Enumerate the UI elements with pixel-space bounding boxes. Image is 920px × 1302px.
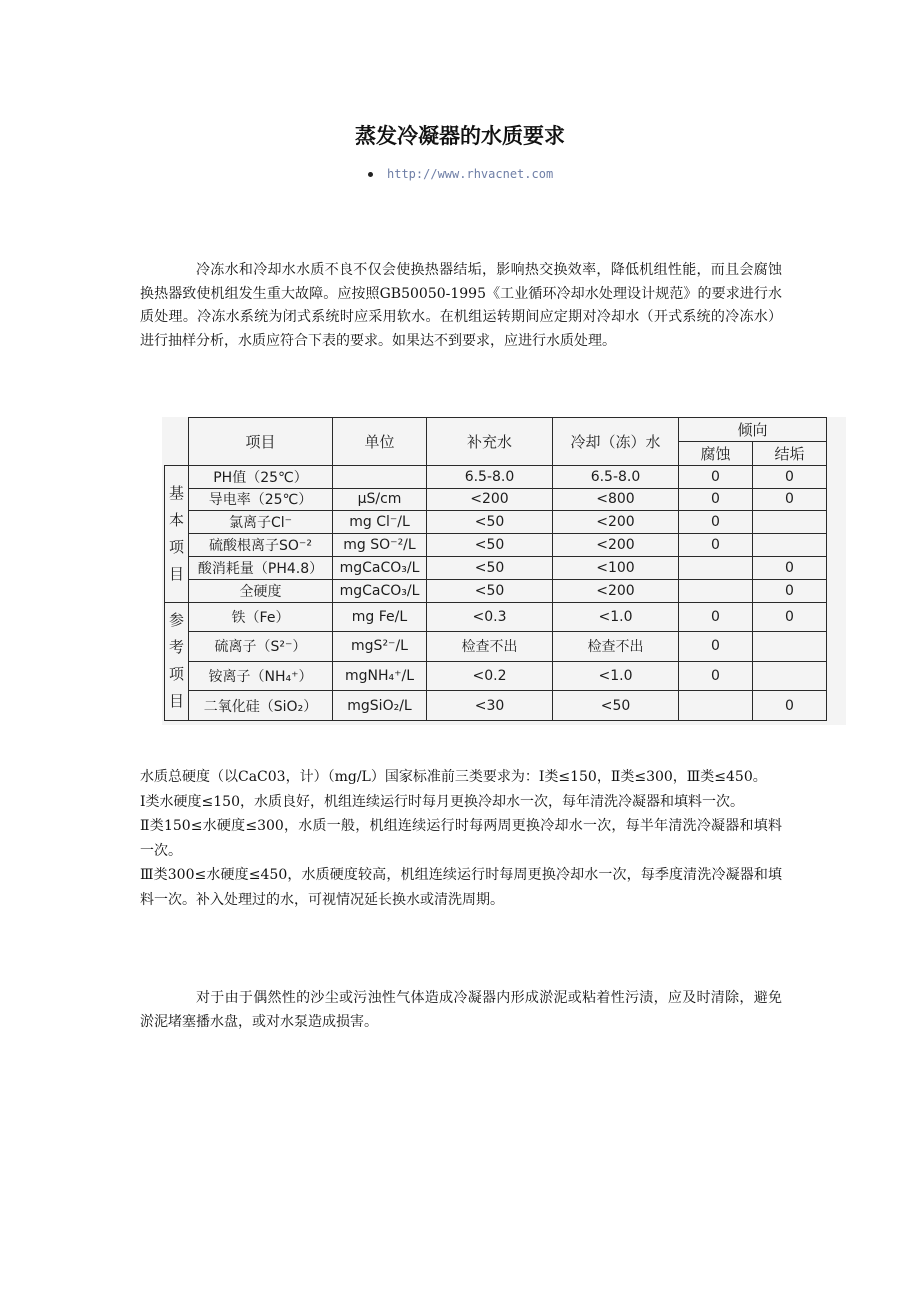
header-corrosion: 腐蚀: [679, 441, 753, 465]
cell-cooling: <200: [553, 579, 679, 602]
water-quality-table: [164, 417, 827, 721]
table-row: [165, 511, 827, 534]
cell-item: 氯离子Cl⁻: [189, 511, 333, 534]
cell-item: 铵离子（NH₄⁺）: [189, 661, 333, 691]
cell-corrosion: 0: [679, 602, 753, 632]
cell-makeup: 检查不出: [427, 632, 553, 662]
cell-scaling: 0: [753, 556, 827, 579]
table-row: [165, 602, 827, 632]
cell-unit: mgSiO₂/L: [333, 691, 427, 721]
cell-makeup: <0.2: [427, 661, 553, 691]
cell-item: 全硬度: [189, 579, 333, 602]
closing-paragraph: 对于由于偶然性的沙尘或污浊性气体造成冷凝器内形成淤泥或粘着性污渍，应及时清除，避免淤泥堵塞播水盘，或对水泵造成损害。: [140, 990, 782, 1030]
cell-unit: mg Cl⁻/L: [333, 511, 427, 534]
cell-corrosion: 0: [679, 661, 753, 691]
cell-makeup: <0.3: [427, 602, 553, 632]
cell-item: PH值（25℃）: [189, 465, 333, 488]
group-reference-label: 参 考 项 目: [165, 602, 189, 720]
cell-unit: mgCaCO₃/L: [333, 556, 427, 579]
cell-unit: mgCaCO₃/L: [333, 579, 427, 602]
table-row: [165, 632, 827, 662]
header-cooling-water: 冷却（冻）水: [553, 418, 679, 466]
class-2-text: Ⅱ类150≤水硬度≤300，水质一般，机组连续运行时每两周更换冷却水一次，每半年清洗冷凝器和填料一次。: [140, 818, 782, 859]
cell-corrosion: 0: [679, 511, 753, 534]
table-row: [165, 465, 827, 488]
header-makeup-water: 补充水: [427, 418, 553, 466]
cell-item: 酸消耗量（PH4.8）: [189, 556, 333, 579]
intro-paragraph: 冷冻水和冷却水水质不良不仅会使换热器结垢，影响热交换效率，降低机组性能，而且会腐蚀换热器致使机组发生重大故障。应按照GB50050-1995《工业循环冷却水处理设计规范》的要求进行水质处理。冷冻水系统为闭式系统时应采用软水。在机组运转期间应定期对冷却水（开式系统的冷冻水）进行抽样分析，水质应符合下表的要求。如果达不到要求，应进行水质处理。: [140, 262, 782, 349]
cell-item: 硫酸根离子SO⁻²: [189, 534, 333, 557]
cell-corrosion: [679, 579, 753, 602]
cell-cooling: <200: [553, 511, 679, 534]
table-row: [165, 488, 827, 511]
cell-item: 硫离子（S²⁻）: [189, 632, 333, 662]
cell-cooling: <100: [553, 556, 679, 579]
header-tendency: 倾向: [679, 418, 827, 442]
cell-scaling: [753, 632, 827, 662]
bullet-icon: [368, 172, 373, 177]
cell-unit: [333, 465, 427, 488]
cell-corrosion: 0: [679, 632, 753, 662]
cell-cooling: 检查不出: [553, 632, 679, 662]
cell-corrosion: 0: [679, 488, 753, 511]
class-1-text: Ⅰ类水硬度≤150，水质良好，机组连续运行时每月更换冷却水一次，每年清洗冷凝器和填料一次。: [140, 793, 744, 810]
cell-cooling: 6.5-8.0: [553, 465, 679, 488]
cell-cooling: <800: [553, 488, 679, 511]
table-row: [165, 691, 827, 721]
cell-item: 导电率（25℃）: [189, 488, 333, 511]
cell-cooling: <1.0: [553, 602, 679, 632]
cell-unit: mgNH₄⁺/L: [333, 661, 427, 691]
cell-makeup: <50: [427, 556, 553, 579]
cell-scaling: 0: [753, 488, 827, 511]
cell-makeup: <30: [427, 691, 553, 721]
cell-corrosion: [679, 691, 753, 721]
table-row: [165, 579, 827, 602]
cell-scaling: [753, 661, 827, 691]
cell-unit: mg Fe/L: [333, 602, 427, 632]
cell-scaling: 0: [753, 691, 827, 721]
cell-makeup: <200: [427, 488, 553, 511]
hardness-standard-text: 水质总硬度（以CaC03，计）（mg/L）国家标准前三类要求为：Ⅰ类≤150，Ⅱ类≤300，Ⅲ类≤450。: [140, 769, 767, 785]
cell-unit: μS/cm: [333, 488, 427, 511]
hardness-section: [140, 765, 782, 912]
cell-makeup: <50: [427, 579, 553, 602]
cell-scaling: 0: [753, 465, 827, 488]
cell-corrosion: 0: [679, 465, 753, 488]
cell-makeup: <50: [427, 534, 553, 557]
header-item: 项目: [189, 418, 333, 466]
table-row: [165, 534, 827, 557]
header-unit: 单位: [333, 418, 427, 466]
water-quality-table-image: [162, 417, 846, 725]
cell-scaling: 0: [753, 579, 827, 602]
cell-cooling: <1.0: [553, 661, 679, 691]
cell-scaling: [753, 534, 827, 557]
cell-makeup: 6.5-8.0: [427, 465, 553, 488]
cell-item: 二氧化硅（SiO₂）: [189, 691, 333, 721]
cell-corrosion: [679, 556, 753, 579]
cell-makeup: <50: [427, 511, 553, 534]
cell-item: 铁（Fe）: [189, 602, 333, 632]
source-link-item: [368, 167, 553, 181]
cell-cooling: <50: [553, 691, 679, 721]
table-row: [165, 556, 827, 579]
cell-unit: mgS²⁻/L: [333, 632, 427, 662]
source-link[interactable]: http://www.rhvacnet.com: [387, 167, 554, 181]
cell-unit: mg SO⁻²/L: [333, 534, 427, 557]
cell-scaling: [753, 511, 827, 534]
header-scaling: 结垢: [753, 441, 827, 465]
class-3-text: Ⅲ类300≤水硬度≤450，水质硬度较高，机组连续运行时每周更换冷却水一次，每季度清洗冷凝器和填料一次。补入处理过的水，可视情况延长换水或清洗周期。: [140, 867, 782, 908]
page-title: 蒸发冷凝器的水质要求: [355, 123, 565, 148]
cell-corrosion: 0: [679, 534, 753, 557]
cell-scaling: 0: [753, 602, 827, 632]
header-row: [165, 418, 827, 442]
cell-cooling: <200: [553, 534, 679, 557]
group-basic-label: 基 本 项 目: [165, 465, 189, 602]
table-row: [165, 661, 827, 691]
